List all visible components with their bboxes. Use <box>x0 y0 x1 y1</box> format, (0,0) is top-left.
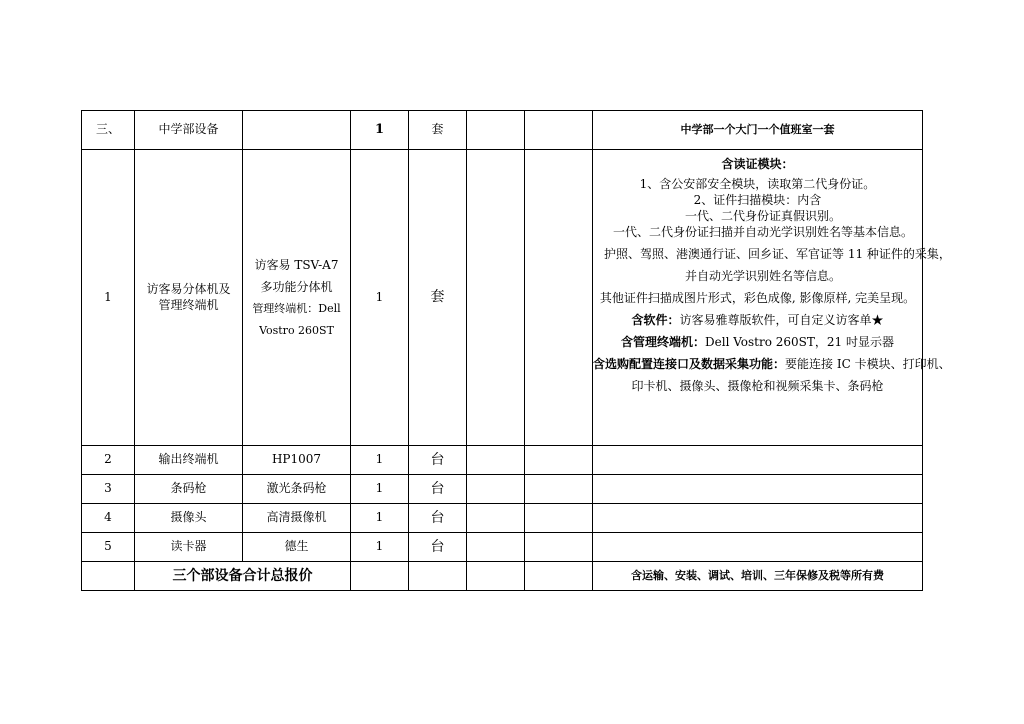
item-model: HP1007 <box>243 446 351 475</box>
item-price <box>467 533 525 562</box>
reader-line: 并自动光学识别姓名等信息。 <box>684 269 841 283</box>
model-line: Vostro 260ST <box>259 323 334 337</box>
row-number: 4 <box>82 504 135 533</box>
table-row <box>82 475 923 504</box>
summary-label: 三个部设备合计总报价 <box>135 562 351 591</box>
model-line: 多功能分体机 <box>260 279 333 294</box>
terminal-line: 含管理终端机：Dell Vostro 260ST，21 吋显示器 <box>621 335 894 349</box>
item-total <box>525 475 593 504</box>
other-scan-line: 其他证件扫描成图片形式，彩色成像, 影像原样, 完美呈现。 <box>599 291 916 305</box>
section-number: 三、 <box>82 111 135 150</box>
table-row <box>82 150 923 446</box>
summary-price <box>467 562 525 591</box>
item-model <box>243 150 351 446</box>
item-unit: 台 <box>409 504 467 533</box>
item-remark <box>593 150 951 446</box>
software-line: 含软件：访客易雅尊版软件，可自定义访客单★ <box>631 313 884 327</box>
section-price <box>467 111 525 150</box>
section-total <box>525 111 593 150</box>
table-row <box>82 533 923 562</box>
item-model: 激光条码枪 <box>243 475 351 504</box>
item-remark <box>593 533 923 562</box>
section-model <box>243 111 351 150</box>
section-remark: 中学部一个大门一个值班室一套 <box>593 111 923 150</box>
equipment-quote-table <box>81 110 951 591</box>
item-remark <box>593 446 923 475</box>
item-total <box>525 446 593 475</box>
reader-line: 护照、驾照、港澳通行证、回乡证、军官证等 11 种证件的采集， <box>604 247 951 261</box>
section-unit: 套 <box>409 111 467 150</box>
item-total <box>525 504 593 533</box>
item-unit: 台 <box>409 446 467 475</box>
summary-unit <box>409 562 467 591</box>
reader-line: 2、证件扫描模块：内含 <box>693 193 822 207</box>
model-line: 访客易 TSV-A7 <box>254 257 339 272</box>
item-name: 摄像头 <box>135 504 243 533</box>
item-name: 读卡器 <box>135 533 243 562</box>
item-name: 访客易分体机及管理终端机 <box>135 150 243 446</box>
summary-remark: 含运输、安装、调试、培训、三年保修及税等所有费 <box>593 562 923 591</box>
item-name: 条码枪 <box>135 475 243 504</box>
summary-qty <box>351 562 409 591</box>
summary-row <box>82 562 923 591</box>
item-total <box>525 150 593 446</box>
item-qty: 1 <box>351 446 409 475</box>
item-qty: 1 <box>351 533 409 562</box>
row-number: 5 <box>82 533 135 562</box>
item-name: 输出终端机 <box>135 446 243 475</box>
section-name: 中学部设备 <box>135 111 243 150</box>
item-total <box>525 533 593 562</box>
reader-line: 一代、二代身份证扫描并自动光学识别姓名等基本信息。 <box>612 225 913 239</box>
reader-title: 含读证模块： <box>721 157 794 171</box>
item-unit: 套 <box>409 150 467 446</box>
model-line: 管理终端机：Dell <box>252 301 341 315</box>
section-qty: 1 <box>351 111 409 150</box>
item-qty: 1 <box>351 475 409 504</box>
reader-line: 1、含公安部安全模块，读取第二代身份证。 <box>639 177 876 191</box>
interface-line: 印卡机、摄像头、摄像枪和视频采集卡、条码枪 <box>631 379 884 393</box>
item-unit: 台 <box>409 533 467 562</box>
item-remark <box>593 504 923 533</box>
item-model: 高清摄像机 <box>243 504 351 533</box>
table-row <box>82 446 923 475</box>
item-remark <box>593 475 923 504</box>
summary-total <box>525 562 593 591</box>
item-model: 德生 <box>243 533 351 562</box>
row-number: 1 <box>82 150 135 446</box>
item-price <box>467 504 525 533</box>
item-qty: 1 <box>351 150 409 446</box>
item-unit: 台 <box>409 475 467 504</box>
item-price <box>467 475 525 504</box>
item-price <box>467 150 525 446</box>
interface-line: 含选购配置连接口及数据采集功能：要能连接 IC 卡模块、打印机、 <box>593 357 951 371</box>
row-number: 2 <box>82 446 135 475</box>
item-qty: 1 <box>351 504 409 533</box>
summary-blank <box>82 562 135 591</box>
section-row <box>82 111 923 150</box>
item-price <box>467 446 525 475</box>
table-row <box>82 504 923 533</box>
reader-line: 一代、二代身份证真假识别。 <box>684 209 841 223</box>
row-number: 3 <box>82 475 135 504</box>
